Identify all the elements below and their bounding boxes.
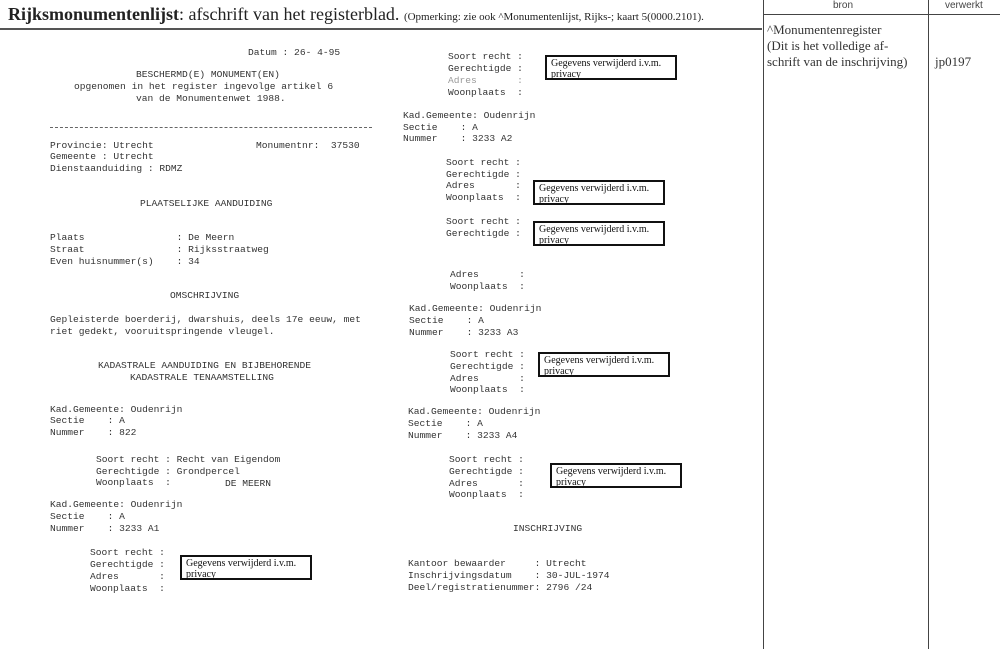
redacted-text: Gegevens verwijderd i.v.m. — [186, 558, 297, 569]
redacted-box — [545, 55, 677, 80]
soort-recht: Soort recht : — [449, 454, 524, 465]
redacted-text: privacy — [544, 366, 574, 377]
registratienummer: Deel/registratienummer: 2796 /24 — [408, 582, 593, 593]
section-heading: PLAATSELIJKE AANDUIDING — [140, 198, 273, 209]
gerechtigde: Gerechtigde : — [448, 63, 523, 74]
redacted-text: privacy — [186, 569, 216, 580]
redacted-text: privacy — [539, 235, 569, 246]
kad-gemeente: Kad.Gemeente: Oudenrijn — [409, 303, 542, 314]
title-rule — [0, 28, 762, 30]
title-rest: : afschrift van het registerblad. — [179, 4, 400, 24]
adres: Adres : — [450, 269, 525, 280]
nummer: Nummer : 3233 A1 — [50, 523, 160, 534]
title-bold: Rijksmonumentenlijst — [8, 4, 180, 24]
redacted-text: Gegevens verwijderd i.v.m. — [539, 183, 650, 194]
verwerkt-text: jp0197 — [935, 54, 972, 69]
column-header-bron: bron — [833, 0, 854, 11]
title-remark: (Opmerking: zie ook ^Monumentenlijst, Rijks-; kaart 5(0000.2101). — [403, 11, 704, 23]
monumentnr: Monumentnr: 37530 — [256, 140, 360, 151]
nummer: Nummer : 3233 A2 — [403, 133, 513, 144]
redacted-box — [538, 352, 670, 377]
section-heading: INSCHRIJVING — [513, 523, 583, 534]
omschrijving-text: riet gedekt, vooruitspringende vleugel. — [50, 326, 275, 337]
dashed-separator — [50, 127, 372, 128]
redacted-text: privacy — [551, 69, 581, 80]
woonplaats: Woonplaats : — [90, 583, 165, 594]
adres: Adres : — [446, 180, 521, 191]
nummer: Nummer : 3233 A3 — [409, 327, 519, 338]
soort-recht: Soort recht : — [446, 216, 521, 227]
header-divider — [763, 14, 1000, 15]
woonplaats-value: DE MEERN — [225, 478, 272, 489]
heading-line: van de Monumentenwet 1988. — [136, 93, 286, 104]
redacted-box — [180, 555, 312, 580]
huisnummer: Even huisnummer(s) : 34 — [50, 256, 200, 267]
section-heading: KADASTRALE TENAAMSTELLING — [130, 372, 274, 383]
sectie: Sectie : A — [408, 418, 483, 429]
section-heading: KADASTRALE AANDUIDING EN BIJBEHORENDE — [98, 360, 312, 371]
redacted-text: privacy — [556, 477, 586, 488]
woonplaats: Woonplaats : — [449, 489, 524, 500]
sectie: Sectie : A — [409, 315, 484, 326]
redacted-box — [533, 221, 665, 246]
kad-gemeente: Kad.Gemeente: Oudenrijn — [50, 404, 183, 415]
section-heading: OMSCHRIJVING — [170, 290, 240, 301]
woonplaats: Woonplaats : — [446, 192, 521, 203]
redacted-box — [550, 463, 682, 488]
kad-gemeente: Kad.Gemeente: Oudenrijn — [403, 110, 536, 121]
nummer: Nummer : 3233 A4 — [408, 430, 518, 441]
inschrijvingsdatum: Inschrijvingsdatum : 30-JUL-1974 — [408, 570, 610, 581]
adres: Adres : — [450, 373, 525, 384]
soort-recht: Soort recht : — [448, 51, 523, 62]
plaats: Plaats : De Meern — [50, 232, 235, 243]
kad-gemeente: Kad.Gemeente: Oudenrijn — [408, 406, 541, 417]
gerechtigde: Gerechtigde : Grondpercel — [96, 466, 240, 477]
nummer: Nummer : 822 — [50, 427, 137, 438]
woonplaats: Woonplaats : — [450, 281, 525, 292]
heading-line: BESCHERMD(E) MONUMENT(EN) — [136, 69, 280, 80]
kantoor-bewaarder: Kantoor bewaarder : Utrecht — [408, 558, 587, 569]
soort-recht: Soort recht : — [446, 157, 521, 168]
redacted-text: Gegevens verwijderd i.v.m. — [544, 355, 655, 366]
redacted-text: privacy — [539, 194, 569, 205]
redacted-text: Gegevens verwijderd i.v.m. — [539, 224, 650, 235]
gemeente: Gemeente : Utrecht — [50, 151, 154, 162]
gerechtigde: Gerechtigde : — [446, 169, 521, 180]
adres: Adres : — [448, 75, 523, 86]
adres: Adres : — [90, 571, 165, 582]
column-header-verwerkt: verwerkt — [945, 0, 983, 11]
soort-recht: Soort recht : Recht van Eigendom — [96, 454, 281, 465]
adres: Adres : — [449, 478, 524, 489]
gerechtigde: Gerechtigde : — [450, 361, 525, 372]
bron-text: ^Monumentenregister (Dit is het volledige af- schrift van de inschrijving) — [767, 22, 908, 69]
woonplaats: Woonplaats : — [96, 477, 171, 488]
document-title — [8, 4, 704, 25]
provincie: Provincie: Utrecht — [50, 140, 154, 151]
datum: Datum : 26- 4-95 — [248, 47, 341, 58]
gerechtigde: Gerechtigde : — [449, 466, 524, 477]
omschrijving-text: Gepleisterde boerderij, dwarshuis, deels 17e eeuw, met — [50, 314, 361, 325]
sectie: Sectie : A — [50, 415, 125, 426]
column-divider — [928, 0, 929, 649]
kad-gemeente: Kad.Gemeente: Oudenrijn — [50, 499, 183, 510]
soort-recht: Soort recht : — [450, 349, 525, 360]
heading-line: opgenomen in het register ingevolge artikel 6 — [74, 81, 334, 92]
soort-recht: Soort recht : — [90, 547, 165, 558]
woonplaats: Woonplaats : — [448, 87, 523, 98]
woonplaats: Woonplaats : — [450, 384, 525, 395]
dienstaanduiding: Dienstaanduiding : RDMZ — [50, 163, 183, 174]
redacted-text: Gegevens verwijderd i.v.m. — [551, 58, 662, 69]
sectie: Sectie : A — [403, 122, 478, 133]
redacted-box — [533, 180, 665, 205]
column-divider — [763, 0, 764, 649]
straat: Straat : Rijksstraatweg — [50, 244, 269, 255]
redacted-text: Gegevens verwijderd i.v.m. — [556, 466, 667, 477]
sectie: Sectie : A — [50, 511, 125, 522]
gerechtigde: Gerechtigde : — [446, 228, 521, 239]
gerechtigde: Gerechtigde : — [90, 559, 165, 570]
